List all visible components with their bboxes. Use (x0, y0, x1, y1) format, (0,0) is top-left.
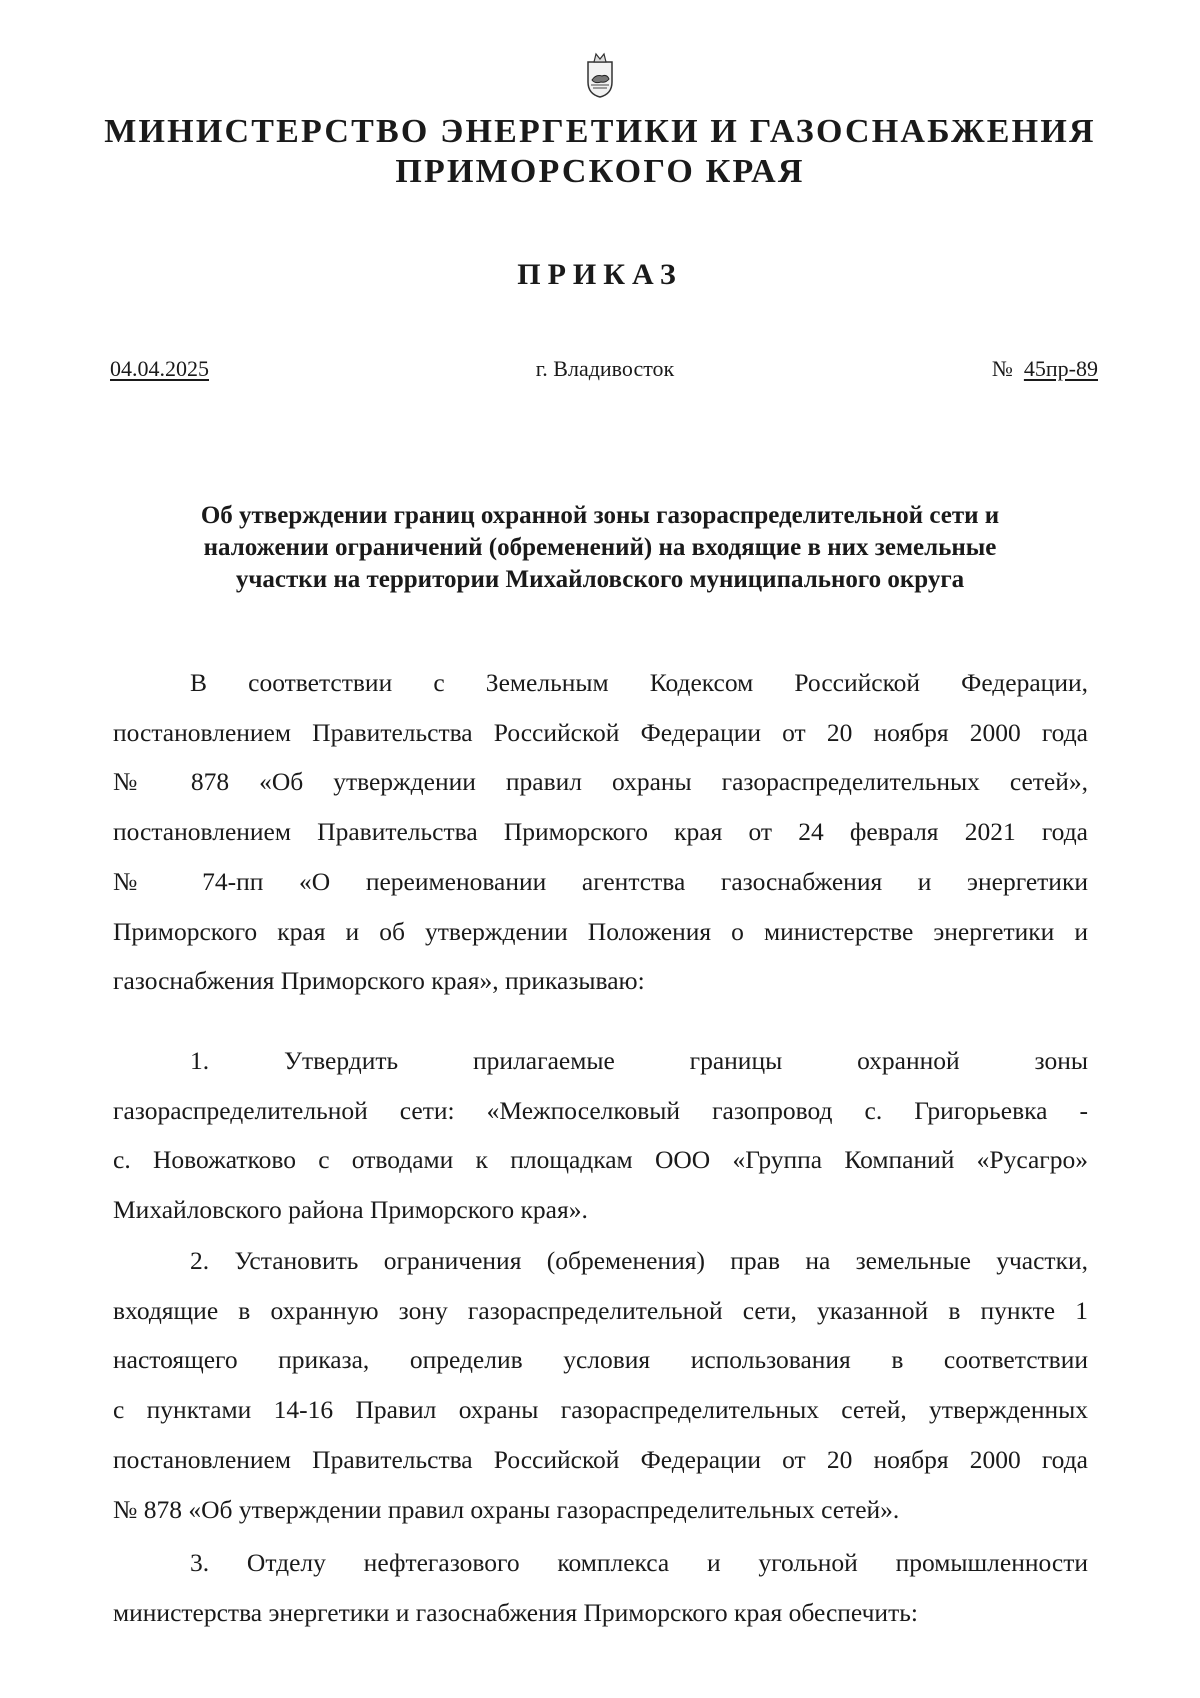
subject-line: наложении ограничений (обременений) на входящие в них земельные (203, 534, 997, 561)
text-line: № 74-пп «О переименовании агентства газоснабжения и энергетики (113, 866, 1088, 896)
order-subject (0, 500, 1200, 596)
text-line: газораспределительной сети: «Межпоселковый газопровод с. Григорьевка - (113, 1095, 1088, 1125)
text-line: № 878 «Об утверждении правил охраны газораспределительных сетей». (113, 1494, 900, 1524)
coat-of-arms-icon (582, 50, 618, 98)
text-line: В соответствии с Земельным Кодексом Российской Федерации, (190, 668, 1088, 697)
ministry-name (0, 112, 1200, 192)
order-number-value: 45пр-89 (1023, 356, 1098, 381)
text-line: Михайловского района Приморского края». (113, 1195, 588, 1225)
text-line: 1. Утвердить прилагаемые границы охранной зоны (190, 1046, 1088, 1075)
subject-line: участки на территории Михайловского муниципального округа (235, 566, 965, 593)
text-line: газоснабжения Приморского края», приказываю: (113, 966, 645, 996)
order-city: г. Владивосток (535, 356, 675, 381)
ministry-name-line2: ПРИМОРСКОГО КРАЯ (395, 153, 805, 190)
text-line: с пунктами 14-16 Правил охраны газораспределительных сетей, утвержденных (113, 1395, 1088, 1425)
order-number-label: № (991, 356, 1013, 381)
text-line: настоящего приказа, определив условия использования в соответствии (113, 1345, 1088, 1375)
text-line: 2. Установить ограничения (обременения) прав на земельные участки, (190, 1246, 1088, 1275)
order-date-value: 04.04.2025 (110, 356, 209, 381)
text-line: министерства энергетики и газоснабжения Приморского края обеспечить: (113, 1597, 918, 1627)
document-type-title: ПРИКАЗ (517, 258, 683, 291)
text-line: № 878 «Об утверждении правил охраны газораспределительных сетей», (113, 767, 1088, 797)
subject-line: Об утверждении границ охранной зоны газораспределительной сети и (200, 502, 1000, 529)
text-line: постановлением Правительства Российской Федерации от 20 ноября 2000 года (113, 1444, 1088, 1474)
item-2-paragraph (113, 1236, 1088, 1534)
text-line: постановлением Правительства Российской Федерации от 20 ноября 2000 года (113, 717, 1088, 747)
text-line: Приморского края и об утверждении Положения о министерстве энергетики и (113, 916, 1088, 946)
item-3-paragraph (113, 1538, 1088, 1637)
text-line: 3. Отделу нефтегазового комплекса и угольной промышленности (190, 1548, 1088, 1577)
preamble-paragraph (113, 658, 1088, 1006)
item-1-paragraph (113, 1036, 1088, 1235)
order-number (992, 356, 1098, 382)
ministry-name-line1: МИНИСТЕРСТВО ЭНЕРГЕТИКИ И ГАЗОСНАБЖЕНИЯ (104, 113, 1096, 150)
text-line: постановлением Правительства Приморского края от 24 февраля 2021 года (113, 817, 1088, 847)
text-line: с. Новожатково с отводами к площадкам ООО «Группа Компаний «Русагро» (113, 1145, 1088, 1175)
text-line: входящие в охранную зону газораспределительной сети, указанной в пункте 1 (113, 1295, 1088, 1325)
